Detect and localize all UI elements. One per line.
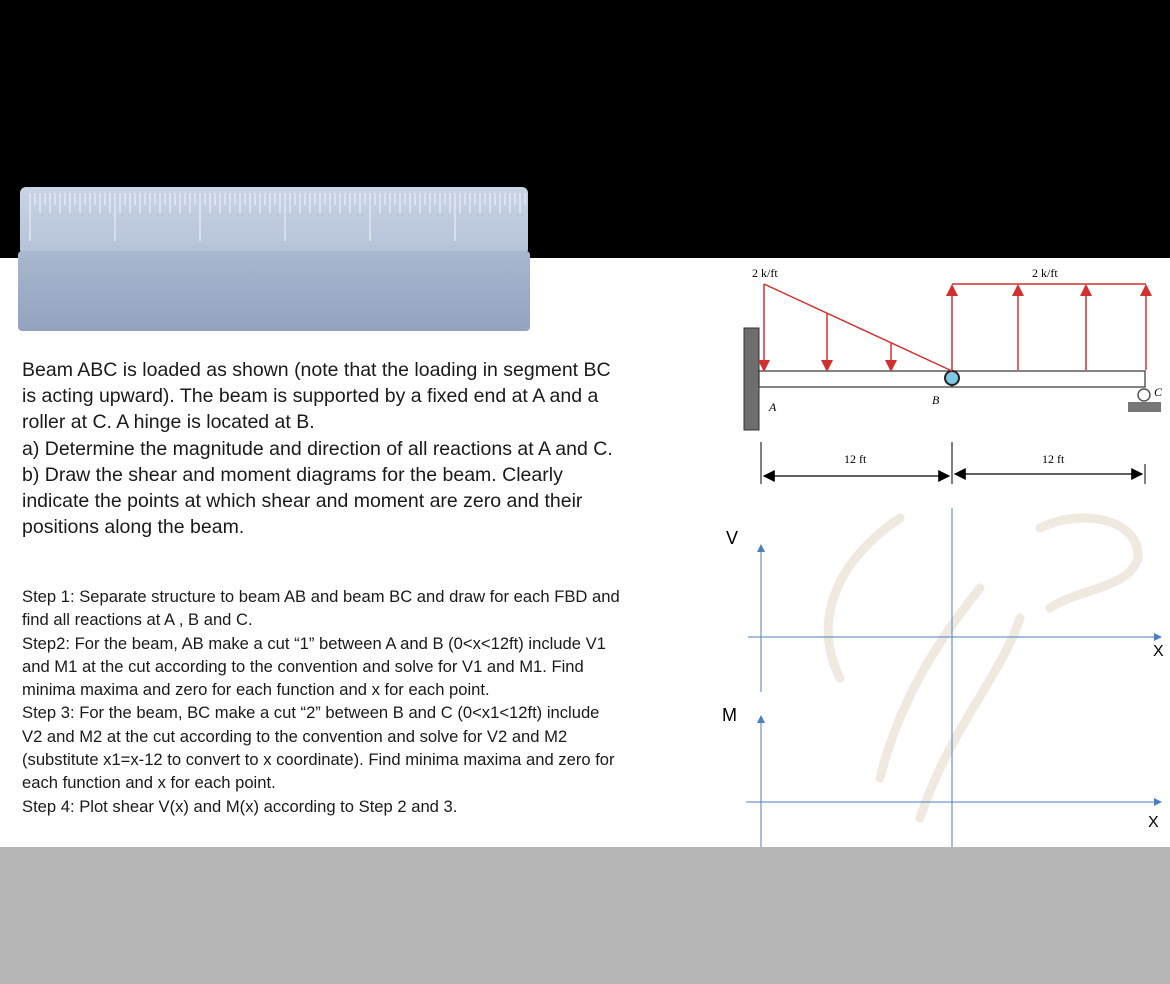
step-3: Step 3: For the beam, BC make a cut “2” between B and C (0<x1<12ft) include V2 and M2 at the cut according to the convention and solve for V2 and M2 (substitute x1=x-12 to convert to x coordinate). Find minima maxima and zero for each function and x for each point. — [22, 703, 615, 793]
problem-statement — [22, 357, 622, 540]
distributed-load-ab — [764, 284, 952, 371]
load-label-left: 2 k/ft — [752, 266, 778, 280]
step-4: Step 4: Plot shear V(x) and M(x) according to Step 2 and 3. — [22, 796, 458, 816]
shear-axis-label: V — [726, 528, 739, 548]
problem-part-b: b) Draw the shear and moment diagrams for the beam. Clearly indicate the points at which shear and moment are zero and their positions along the beam. — [22, 463, 583, 539]
moment-axis-label: M — [722, 705, 737, 725]
ruler-image — [14, 183, 534, 333]
shear-x-label: X — [1153, 643, 1164, 660]
problem-intro: Beam ABC is loaded as shown (note that the loading in segment BC is acting upward). The beam is supported by a fixed end at A and a roller at C. A hinge is located at B. — [22, 359, 611, 434]
span-label-ab: 12 ft — [844, 452, 867, 466]
hinge-b — [945, 371, 959, 385]
distributed-load-bc — [952, 284, 1146, 370]
bottom-gray-band — [0, 847, 1170, 984]
solution-steps — [22, 585, 622, 818]
step-2: Step2: For the beam, AB make a cut “1” between A and B (0<x<12ft) include V1 and M1 at the cut according to the convention and solve for V1 and M1. Find minima maxima and zero for each function and x for each point. — [22, 633, 606, 700]
beam-bc — [952, 371, 1145, 387]
step-1: Step 1: Separate structure to beam AB and beam BC and draw for each FBD and find all reactions at A , B and C. — [22, 587, 620, 630]
problem-part-a: a) Determine the magnitude and direction of all reactions at A and C. — [22, 437, 613, 460]
watermark-logo — [828, 518, 1138, 818]
roller-base-c — [1128, 402, 1161, 412]
beam-ab — [759, 371, 952, 387]
point-label-b: B — [932, 393, 940, 407]
beam-figure — [700, 258, 1170, 847]
span-label-bc: 12 ft — [1042, 452, 1065, 466]
load-label-right: 2 k/ft — [1032, 266, 1058, 280]
moment-x-label: X — [1148, 814, 1159, 831]
point-label-a: A — [769, 400, 777, 414]
fixed-support-a — [744, 328, 759, 430]
point-label-c: C — [1154, 385, 1163, 399]
roller-c — [1138, 389, 1150, 401]
